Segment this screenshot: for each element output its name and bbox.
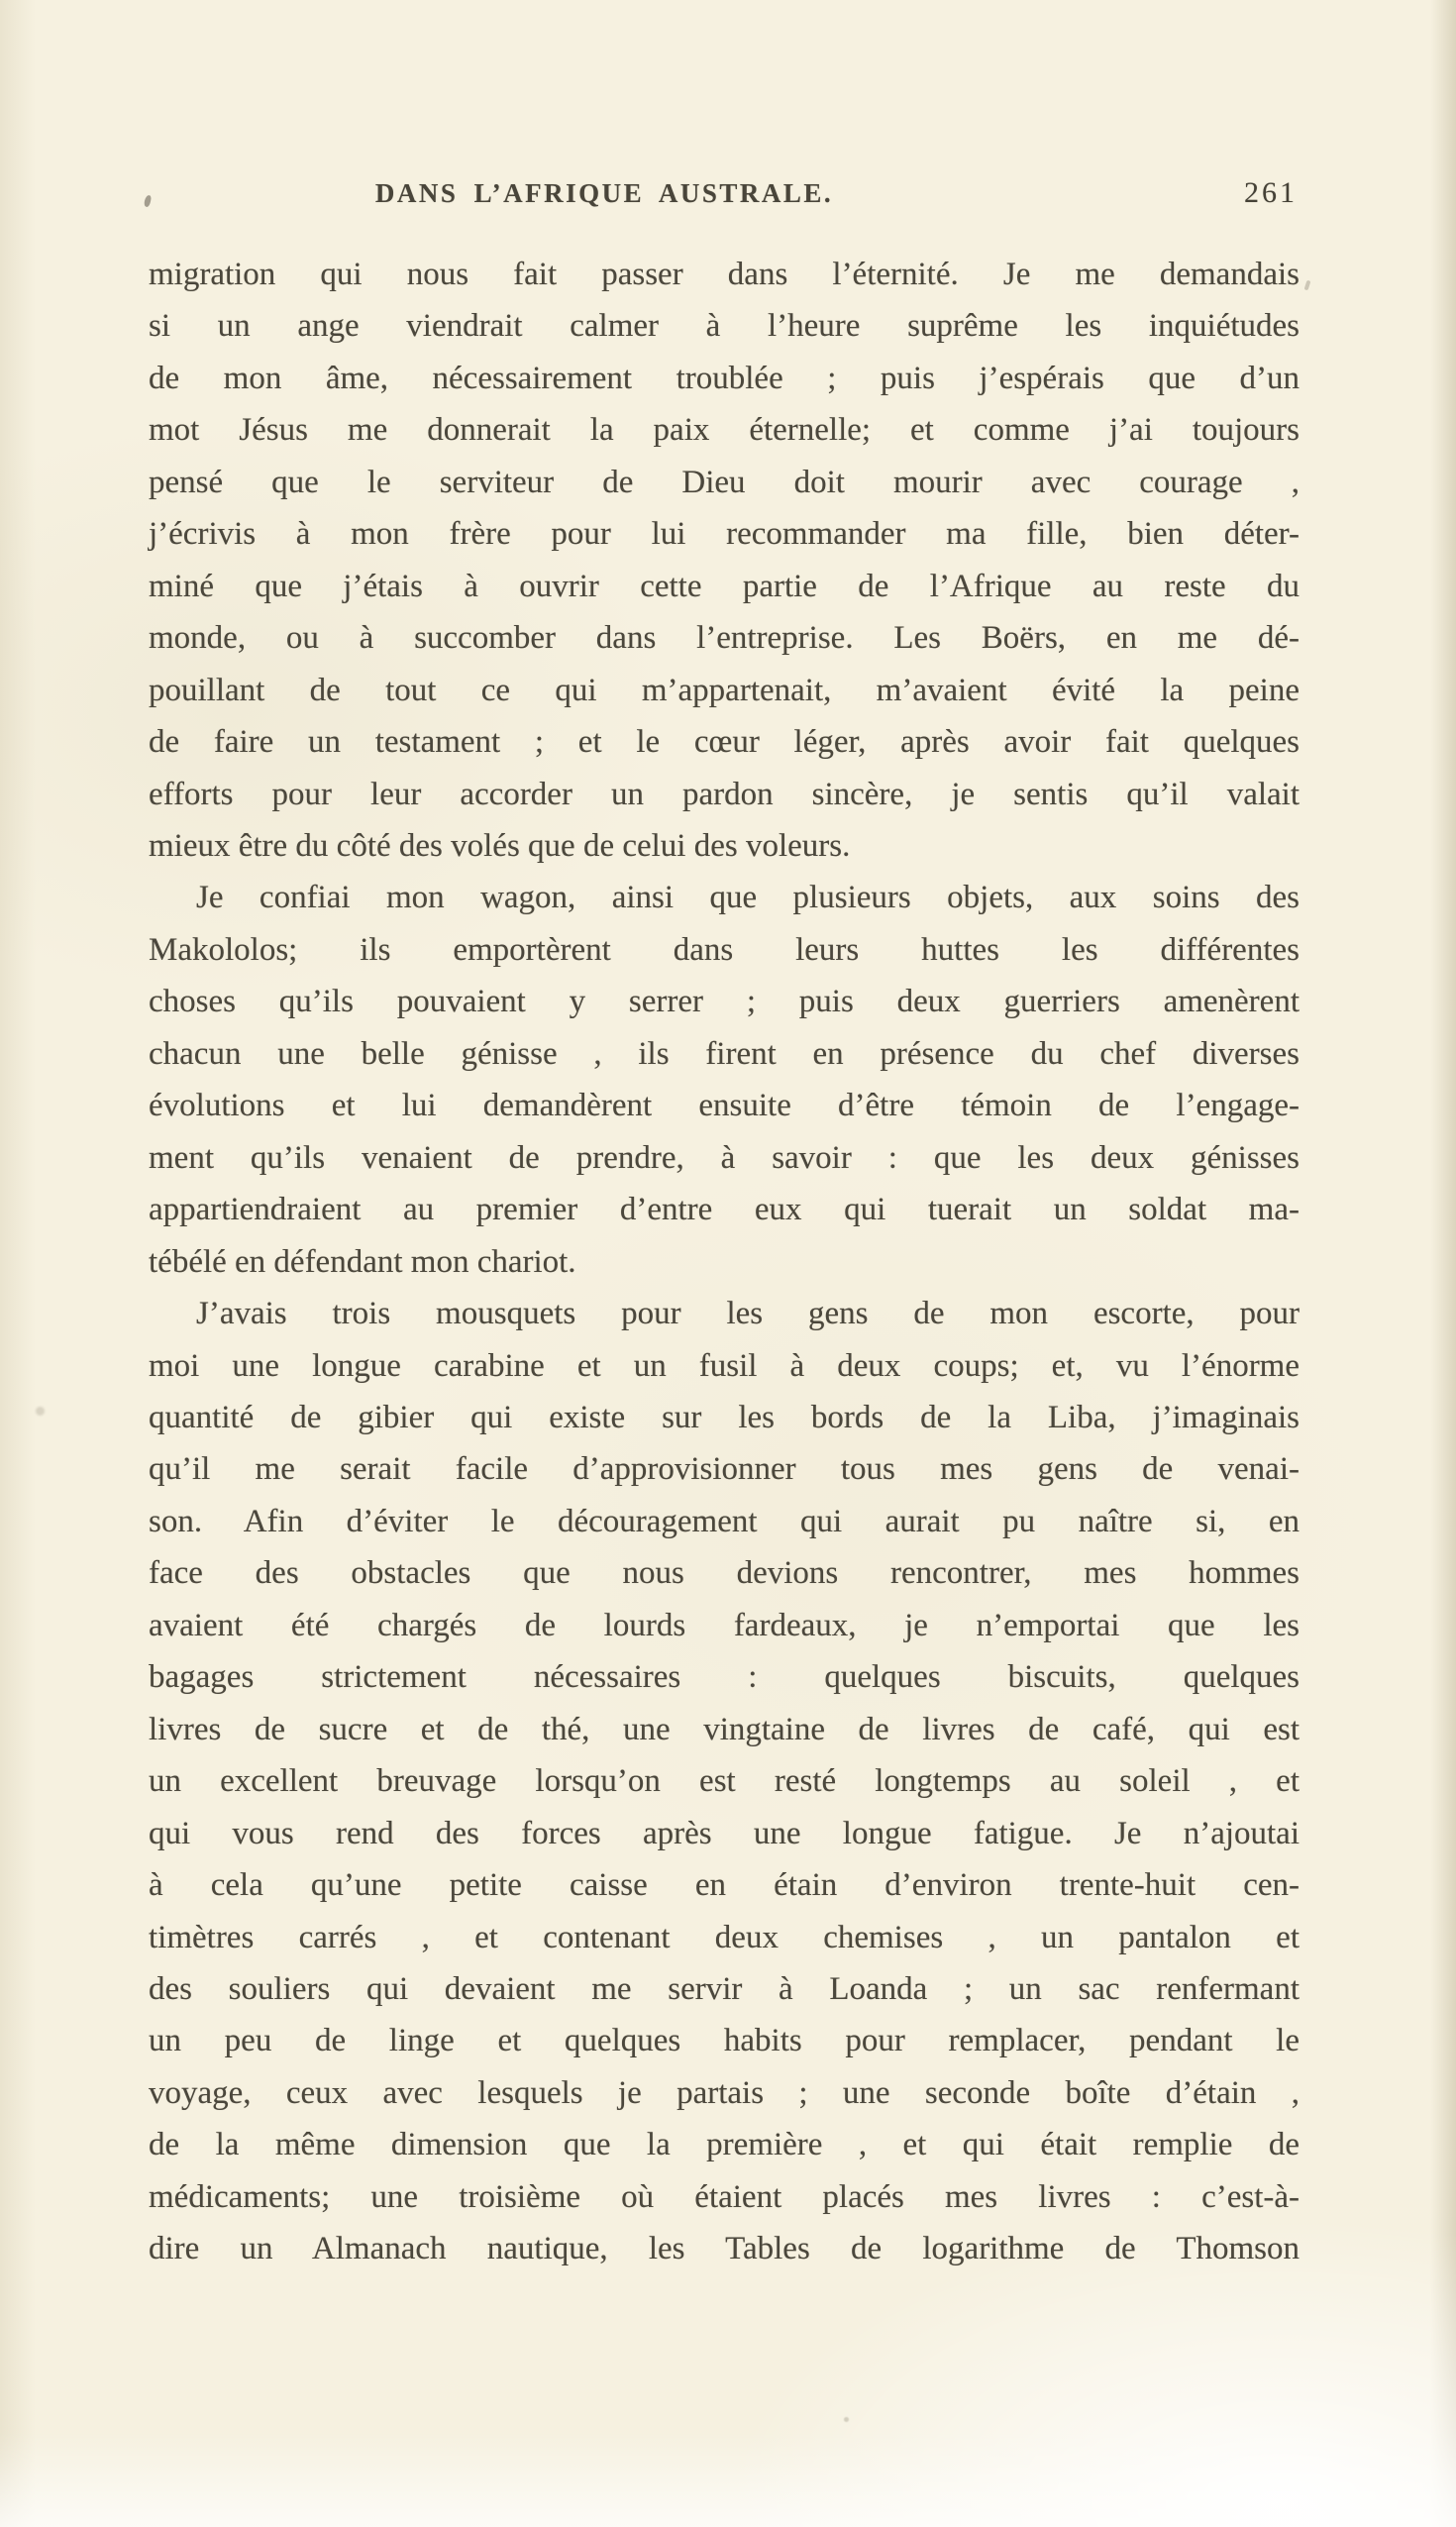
text-line: de mon âme, nécessairement troublée ; puis j’espérais que d’un <box>149 360 1300 396</box>
text-line: miné que j’étais à ouvrir cette partie de l’Afrique au reste du <box>149 568 1300 604</box>
text-line: un excellent breuvage lorsqu’on est resté longtemps au soleil , et <box>149 1763 1300 1800</box>
text-line: tébélé en défendant mon chariot. <box>149 1243 576 1280</box>
text-line: qu’il me serait facile d’approvisionner tous mes gens de venai- <box>149 1451 1300 1488</box>
page-number: 261 <box>1244 176 1298 209</box>
text-line: face des obstacles que nous devions rencontrer, mes hommes <box>149 1555 1300 1592</box>
text-line: mieux être du côté des volés que de celui des voleurs. <box>149 827 851 864</box>
scan-speck <box>36 1407 45 1416</box>
text-line: Je confiai mon wagon, ainsi que plusieurs objets, aux soins des <box>196 880 1300 916</box>
text-line: J’avais trois mousquets pour les gens de mon escorte, pour <box>196 1296 1300 1332</box>
text-line: Makololos; ils emportèrent dans leurs huttes les différentes <box>149 931 1300 968</box>
text-line: dire un Almanach nautique, les Tables de logarithme de Thomson <box>149 2231 1300 2267</box>
text-line: quantité de gibier qui existe sur les bords de la Liba, j’imaginais <box>149 1399 1300 1435</box>
text-line: à cela qu’une petite caisse en étain d’environ trente-huit cen- <box>149 1867 1300 1904</box>
text-line: pensé que le serviteur de Dieu doit mourir avec courage , <box>149 464 1300 500</box>
text-line: chacun une belle génisse , ils firent en présence du chef diverses <box>149 1035 1300 1072</box>
text-line: évolutions et lui demandèrent ensuite d’être témoin de l’engage- <box>149 1088 1300 1124</box>
text-line: choses qu’ils pouvaient y serrer ; puis deux guerriers amenèrent <box>149 984 1300 1020</box>
text-line: migration qui nous fait passer dans l’éternité. Je me demandais <box>149 257 1300 292</box>
text-line: timètres carrés , et contenant deux chemises , un pantalon et <box>149 1919 1300 1955</box>
scan-speck <box>1304 280 1311 291</box>
scan-speck <box>844 2417 849 2422</box>
text-line: voyage, ceux avec lesquels je partais ; une seconde boîte d’étain , <box>149 2074 1300 2111</box>
text-line: livres de sucre et de thé, une vingtaine de livres de café, qui est <box>149 1711 1300 1747</box>
text-line: j’écrivis à mon frère pour lui recommander ma fille, bien déter- <box>149 516 1300 553</box>
text-line: moi une longue carabine et un fusil à deux coups; et, vu l’énorme <box>149 1347 1300 1384</box>
text-line: avaient été chargés de lourds fardeaux, je n’emportai que les <box>149 1607 1300 1643</box>
text-line: ment qu’ils venaient de prendre, à savoir : que les deux génisses <box>149 1139 1300 1176</box>
text-line: qui vous rend des forces après une longue fatigue. Je n’ajoutai <box>149 1815 1300 1851</box>
text-line: un peu de linge et quelques habits pour remplacer, pendant le <box>149 2023 1300 2059</box>
page-header <box>149 178 1300 220</box>
text-line: pouillant de tout ce qui m’appartenait, m’avaient évité la peine <box>149 672 1300 708</box>
text-line: bagages strictement nécessaires : quelques biscuits, quelques <box>149 1659 1300 1696</box>
text-line: son. Afin d’éviter le découragement qui aurait pu naître si, en <box>149 1503 1300 1539</box>
text-line: de faire un testament ; et le cœur léger, après avoir fait quelques <box>149 724 1300 761</box>
text-line: de la même dimension que la première , et qui était remplie de <box>149 2127 1300 2163</box>
body-text <box>149 249 1300 2275</box>
text-line: des souliers qui devaient me servir à Loanda ; un sac renfermant <box>149 1970 1300 2007</box>
text-line: efforts pour leur accorder un pardon sincère, je sentis qu’il valait <box>149 776 1300 812</box>
text-line: appartiendraient au premier d’entre eux qui tuerait un soldat ma- <box>149 1192 1300 1228</box>
text-line: mot Jésus me donnerait la paix éternelle; et comme j’ai toujours <box>149 412 1300 449</box>
text-line: monde, ou à succomber dans l’entreprise. Les Boërs, en me dé- <box>149 620 1300 657</box>
running-title: DANS L’AFRIQUE AUSTRALE. <box>374 178 834 208</box>
text-line: médicaments; une troisième où étaient placés mes livres : c’est-à- <box>149 2178 1300 2215</box>
text-line: si un ange viendrait calmer à l’heure suprême les inquiétudes <box>149 308 1300 345</box>
